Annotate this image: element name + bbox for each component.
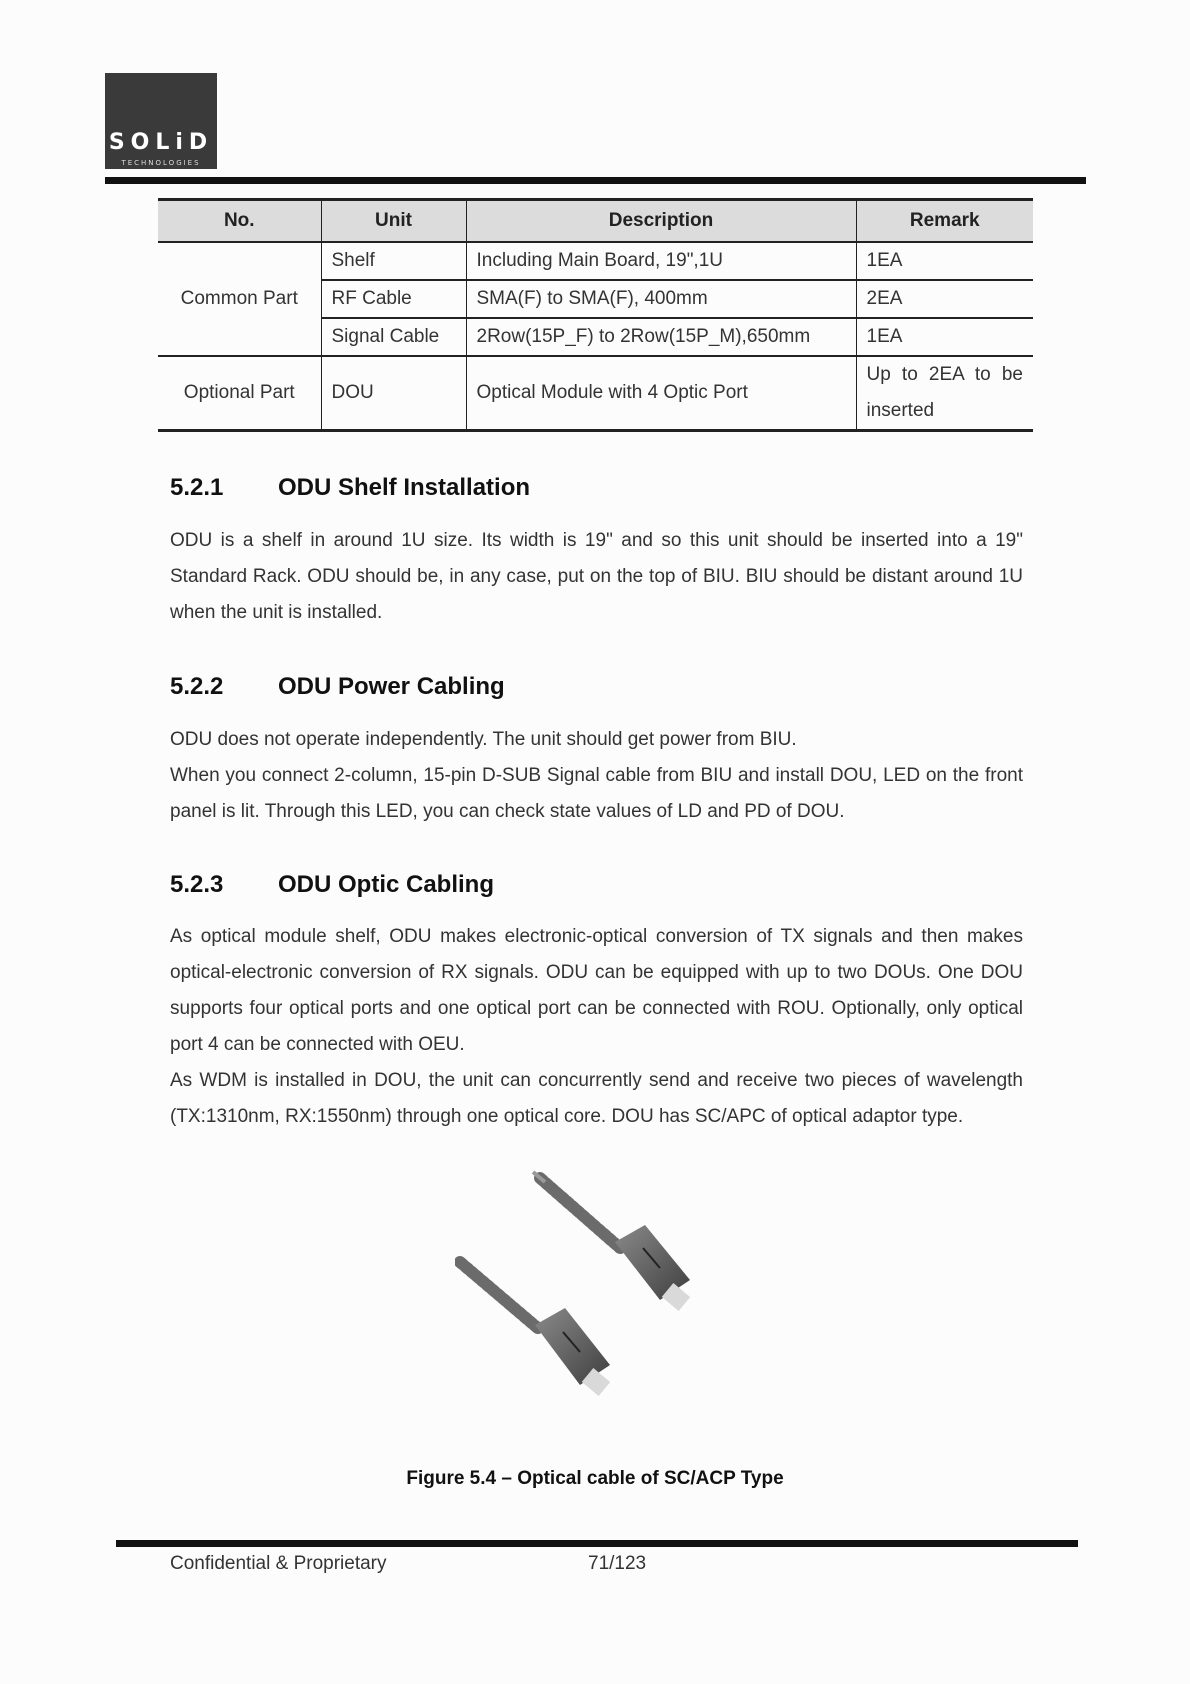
section-title: ODU Optic Cabling	[278, 871, 494, 898]
section-number: 5.2.2	[170, 673, 224, 700]
remark-line: inserted	[866, 400, 935, 421]
page-number: 71/123	[588, 1553, 647, 1574]
parts-table	[158, 198, 1033, 432]
footer-rule	[116, 1540, 1078, 1547]
body-paragraph: As WDM is installed in DOU, the unit can concurrently send and receive two pieces of wavelength (TX:1310nm, RX:1550nm) through one optical core. DOU has SC/APC of optical adaptor type.	[170, 1070, 1023, 1127]
remark-cell: 1EA	[856, 242, 1033, 280]
description-cell: SMA(F) to SMA(F), 400mm	[466, 280, 856, 318]
description-cell: 2Row(15P_F) to 2Row(15P_M),650mm	[466, 318, 856, 356]
figure-caption: Figure 5.4 – Optical cable of SC/ACP Type	[406, 1468, 784, 1489]
unit-cell: Shelf	[321, 242, 466, 280]
header-unit: Unit	[321, 200, 466, 243]
section-number: 5.2.3	[170, 871, 224, 898]
header-rule	[105, 177, 1086, 184]
table-row	[158, 242, 1033, 280]
header-remark: Remark	[856, 200, 1033, 243]
remark-line: Up to 2EA to be	[866, 364, 1023, 385]
section-heading	[170, 871, 494, 899]
remark-cell: 2EA	[856, 280, 1033, 318]
remark-cell: 1EA	[856, 318, 1033, 356]
body-paragraph: ODU is a shelf in around 1U size. Its width is 19" and so this unit should be inserted into a 19" Standard Rack. ODU should be, in any case, put on the top of BIU. BIU should be distant around 1U when the unit is installed.	[170, 530, 1023, 623]
unit-cell: Signal Cable	[321, 318, 466, 356]
remark-cell	[856, 356, 1033, 431]
group-optional-part: Optional Part	[158, 356, 321, 431]
table-header-row	[158, 200, 1033, 243]
section-title: ODU Power Cabling	[278, 673, 505, 700]
section-number: 5.2.1	[170, 474, 224, 501]
logo-subtitle: TECHNOLOGIES	[121, 159, 201, 167]
company-logo	[105, 73, 217, 169]
footer-confidential: Confidential & Proprietary	[170, 1553, 387, 1574]
description-cell: Including Main Board, 19",1U	[466, 242, 856, 280]
header-no: No.	[158, 200, 321, 243]
table-row	[158, 356, 1033, 431]
section-title: ODU Shelf Installation	[278, 474, 531, 501]
section-heading	[170, 474, 530, 502]
lower-connector	[460, 1262, 610, 1396]
body-paragraph: As optical module shelf, ODU makes electronic-optical conversion of TX signals and then makes optical-electronic conversion of RX signals. ODU can be equipped with up to two DOUs. One DOU supports four optical ports and one optical port can be connected with ROU. Optionally, only optical port 4 can be connected with OEU.	[170, 926, 1023, 1055]
header-description: Description	[466, 200, 856, 243]
group-common-part: Common Part	[158, 242, 321, 356]
upper-connector	[533, 1172, 690, 1311]
section-heading	[170, 673, 505, 701]
sc-connector-photo	[455, 1170, 735, 1415]
logo-wordmark: SOLiD	[108, 130, 214, 155]
description-cell: Optical Module with 4 Optic Port	[466, 356, 856, 431]
unit-cell: DOU	[321, 356, 466, 431]
body-paragraph: When you connect 2-column, 15-pin D-SUB Signal cable from BIU and install DOU, LED on the front panel is lit. Through this LED, you can check state values of LD and PD of DOU.	[170, 765, 1023, 822]
body-paragraph: ODU does not operate independently. The unit should get power from BIU.	[170, 729, 797, 750]
unit-cell: RF Cable	[321, 280, 466, 318]
